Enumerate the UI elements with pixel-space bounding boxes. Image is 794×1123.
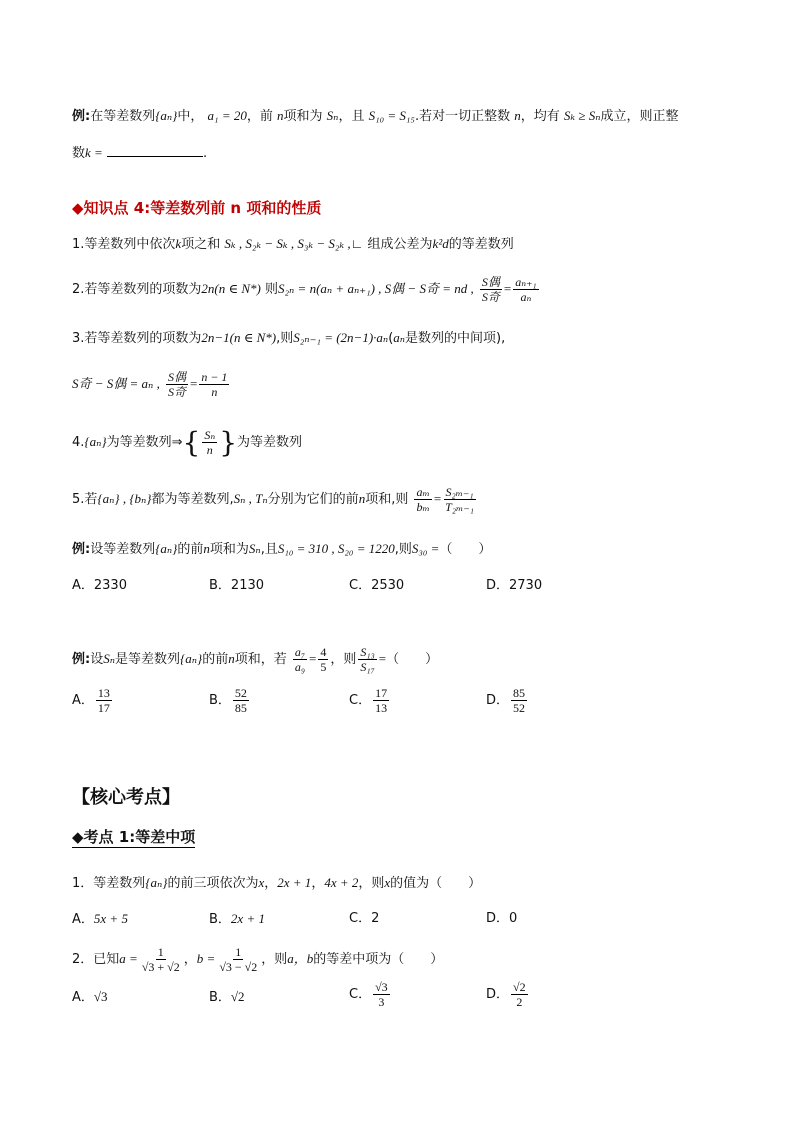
text: 2.若等差数列的项数为	[72, 282, 202, 297]
text: ，则	[330, 652, 357, 667]
math: Sₙ	[326, 108, 339, 123]
option-label: C．	[349, 693, 372, 708]
example-3-question	[72, 645, 438, 674]
math: b =	[196, 951, 216, 966]
denominator: 3	[378, 995, 385, 1009]
text: 是等差数列	[115, 652, 181, 667]
numerator: S₁₃	[360, 645, 375, 659]
option-c[interactable]: C．2530	[349, 578, 405, 593]
text: 则	[265, 282, 279, 297]
option-label: A．	[72, 912, 94, 927]
text: ，均有	[520, 109, 560, 124]
text: 都为等差数列,	[151, 492, 234, 507]
option-c[interactable]: C．2	[349, 911, 380, 926]
option-b[interactable]: B．2130	[209, 578, 265, 593]
math: {aₙ}	[180, 651, 203, 666]
option-c[interactable]	[349, 686, 391, 715]
text: ，则	[358, 876, 385, 891]
math: n	[358, 491, 366, 506]
option-b[interactable]	[209, 986, 245, 1009]
fraction	[373, 980, 390, 1009]
math: S奇 − S偶 = aₙ ,	[72, 376, 160, 391]
right-brace-icon: }	[219, 425, 238, 459]
option-label: D．	[486, 693, 510, 708]
text: 数	[72, 146, 86, 161]
option-label: B．	[209, 990, 231, 1005]
denominator: S₁₇	[360, 660, 375, 674]
subsection-title	[72, 826, 195, 848]
text: ，前	[246, 109, 273, 124]
math: {aₙ} , {bₙ}	[97, 491, 152, 506]
text: ，	[264, 876, 278, 891]
text: 的等差中项为（ ）	[313, 952, 444, 967]
text: 为等差数列⇒	[106, 435, 183, 450]
example-top-line2	[72, 142, 207, 165]
option-label: A．	[72, 693, 94, 708]
text: ，	[183, 952, 197, 967]
example-label: 例:	[72, 652, 91, 667]
numerator: 1	[235, 945, 242, 959]
option-a[interactable]	[72, 908, 128, 931]
denominator: S奇	[481, 290, 500, 304]
fraction	[373, 686, 389, 715]
option-b[interactable]	[209, 686, 251, 715]
math: k =	[85, 145, 103, 160]
text: 在等差数列	[90, 109, 156, 124]
fraction	[140, 945, 182, 974]
math: Sₙ	[248, 541, 261, 556]
denominator: 5	[320, 660, 327, 674]
math: Sₙ , Tₙ	[233, 491, 268, 506]
text: ，且	[338, 109, 365, 124]
math: Sₖ ≥ Sₙ	[563, 108, 601, 123]
math: a，b	[287, 951, 314, 966]
text: (	[388, 331, 394, 346]
math: =	[503, 281, 512, 296]
fraction	[166, 370, 188, 399]
fraction	[96, 686, 112, 715]
text: 的等差数列	[448, 237, 514, 252]
text: 的值为（ ）	[390, 876, 482, 891]
property-2	[72, 275, 541, 304]
numerator: √3	[375, 980, 388, 994]
math: a =	[119, 951, 138, 966]
math: S₁₀ = S₁₅	[368, 108, 415, 123]
example-label: 例:	[72, 542, 91, 557]
math: a₁ = 20	[207, 108, 247, 123]
math: 2x + 1	[277, 875, 312, 890]
fraction	[480, 275, 502, 304]
text: 的前	[177, 542, 204, 557]
fraction	[217, 945, 259, 974]
property-1	[72, 233, 514, 256]
fraction	[233, 686, 249, 715]
text: 3.若等差数列的项数为	[72, 331, 202, 346]
text: 中，	[177, 109, 204, 124]
denominator: 13	[375, 701, 388, 715]
option-label: A．	[72, 990, 94, 1005]
numerator: 13	[97, 686, 110, 700]
fraction	[318, 645, 328, 674]
answer-paren: （ ）	[439, 542, 492, 557]
fraction	[414, 485, 431, 514]
text: 为等差数列	[237, 435, 303, 450]
fraction	[293, 645, 307, 674]
math: n	[203, 541, 210, 556]
numerator: a₇	[294, 645, 306, 659]
fraction	[443, 485, 476, 514]
fraction	[199, 370, 229, 399]
denominator: √3 + √2	[141, 960, 180, 974]
text: ，	[311, 876, 325, 891]
math: √2	[230, 989, 245, 1004]
left-brace-icon: {	[182, 425, 201, 459]
option-d[interactable]: D．2730	[486, 578, 543, 593]
math: =	[189, 376, 198, 391]
text: 项和为	[283, 109, 323, 124]
option-c[interactable]	[349, 980, 392, 1009]
fraction	[358, 645, 376, 674]
text: 成立，则正整	[600, 109, 679, 124]
option-a[interactable]	[72, 686, 114, 715]
text: 设	[90, 652, 104, 667]
question-1	[72, 872, 481, 895]
answer-blank[interactable]	[107, 142, 203, 157]
text: 的前三项依次为	[167, 876, 259, 891]
option-b[interactable]	[209, 908, 265, 931]
option-a[interactable]	[72, 986, 108, 1009]
text: 4.	[72, 435, 85, 450]
math: =	[378, 651, 387, 666]
denominator: T₂ₘ₋₁	[445, 500, 474, 514]
text: 的前	[202, 652, 229, 667]
text: 分别为它们的前	[267, 492, 359, 507]
text: 1．等差数列	[72, 876, 146, 891]
denominator: 85	[234, 701, 247, 715]
math: n	[514, 108, 521, 123]
text: 项和为	[209, 542, 249, 557]
math: S₂ₙ = n(aₙ + aₙ₊₁) , S偶 − S奇 = nd ,	[278, 281, 474, 296]
denominator: a₉	[294, 660, 306, 674]
math: 4x + 2	[324, 875, 359, 890]
numerator: √2	[513, 980, 526, 994]
option-d[interactable]	[486, 980, 530, 1009]
math: Sₙ	[103, 651, 115, 666]
text: ,则	[394, 542, 412, 557]
fraction	[202, 428, 217, 457]
text: 是数列的中间项),	[405, 331, 506, 346]
math: n	[277, 108, 284, 123]
example-2-question	[72, 538, 491, 561]
text: .若对一切正整数	[414, 109, 511, 124]
text: 1.等差数列中依次	[72, 237, 176, 252]
fraction	[513, 275, 538, 304]
numerator: S₂ₘ₋₁	[445, 485, 474, 499]
numerator: S偶	[167, 370, 186, 384]
fraction	[511, 686, 527, 715]
numerator: 1	[157, 945, 164, 959]
text: 2．已知	[72, 952, 120, 967]
math: S₂ₙ₋₁ = (2n−1)·aₙ	[293, 330, 389, 345]
numerator: 85	[513, 686, 526, 700]
math: =	[309, 651, 317, 666]
math: k²d	[432, 236, 449, 251]
math: {aₙ}	[155, 541, 178, 556]
numerator: 52	[234, 686, 247, 700]
math: {aₙ}	[155, 108, 178, 123]
knowledge-point-title: ◆知识点 4:等差数列前 n 项和的性质	[72, 199, 322, 217]
numerator: aₙ₊₁	[515, 275, 537, 289]
text: 设等差数列	[90, 542, 156, 557]
math: k	[175, 236, 182, 251]
denominator: 2	[516, 995, 523, 1009]
math: aₙ	[393, 330, 406, 345]
denominator: bₘ	[416, 500, 430, 514]
example-top-line1	[72, 105, 679, 128]
math: {aₙ}	[145, 875, 168, 890]
section-title: 【核心考点】	[72, 787, 180, 808]
math: x	[258, 875, 265, 890]
text: ,则	[276, 331, 294, 346]
math: 2n−1(n ∈ N*)	[201, 330, 277, 345]
property-5	[72, 485, 478, 514]
text: 组成公差为	[367, 237, 433, 252]
denominator: S奇	[167, 385, 186, 399]
math: S₁₀ = 310 , S₂₀ = 1220	[277, 541, 395, 556]
numerator: Sₙ	[204, 428, 216, 442]
numerator: n − 1	[201, 370, 228, 384]
text: 项之和	[181, 237, 221, 252]
math: 5x + 5	[93, 911, 128, 926]
answer-paren: （ ）	[386, 652, 439, 667]
denominator: n	[211, 385, 218, 399]
numerator: 17	[375, 686, 388, 700]
denominator: aₙ	[520, 290, 532, 304]
option-d[interactable]	[486, 686, 529, 715]
math: x	[384, 875, 391, 890]
property-4	[72, 425, 303, 459]
text: 5.若	[72, 492, 98, 507]
math: n	[228, 651, 235, 666]
math: Sₖ , S₂ₖ − Sₖ , S₃ₖ − S₂ₖ ,∟	[224, 236, 364, 251]
math: √3	[93, 989, 108, 1004]
fraction	[511, 980, 528, 1009]
example-label: 例:	[72, 109, 91, 124]
text: .	[202, 146, 208, 161]
numerator: S偶	[481, 275, 500, 289]
property-3-formula	[72, 370, 231, 399]
denominator: 17	[97, 701, 110, 715]
option-d[interactable]: D．0	[486, 911, 518, 926]
text: 项和，若	[234, 652, 287, 667]
numerator: 4	[320, 645, 327, 659]
option-label: D．	[486, 987, 510, 1002]
math: S₃₀ =	[411, 541, 440, 556]
numerator: aₘ	[416, 485, 430, 499]
denominator: √3 − √2	[219, 960, 258, 974]
math: =	[433, 491, 442, 506]
property-3	[72, 327, 505, 350]
text: ，则	[261, 952, 288, 967]
denominator: n	[206, 443, 213, 457]
denominator: 52	[513, 701, 526, 715]
math: 2x + 1	[230, 911, 265, 926]
text: ,且	[260, 542, 278, 557]
math: {aₙ}	[84, 434, 107, 449]
math: 2n(n ∈ N*)	[201, 281, 261, 296]
option-label: B．	[209, 693, 231, 708]
option-label: B．	[209, 912, 231, 927]
subsection-text: ◆考点 1:等差中项	[72, 828, 196, 846]
text: 项和,则	[365, 492, 409, 507]
question-2	[72, 945, 443, 974]
option-label: C．	[349, 987, 372, 1002]
option-a[interactable]: A．2330	[72, 578, 127, 593]
